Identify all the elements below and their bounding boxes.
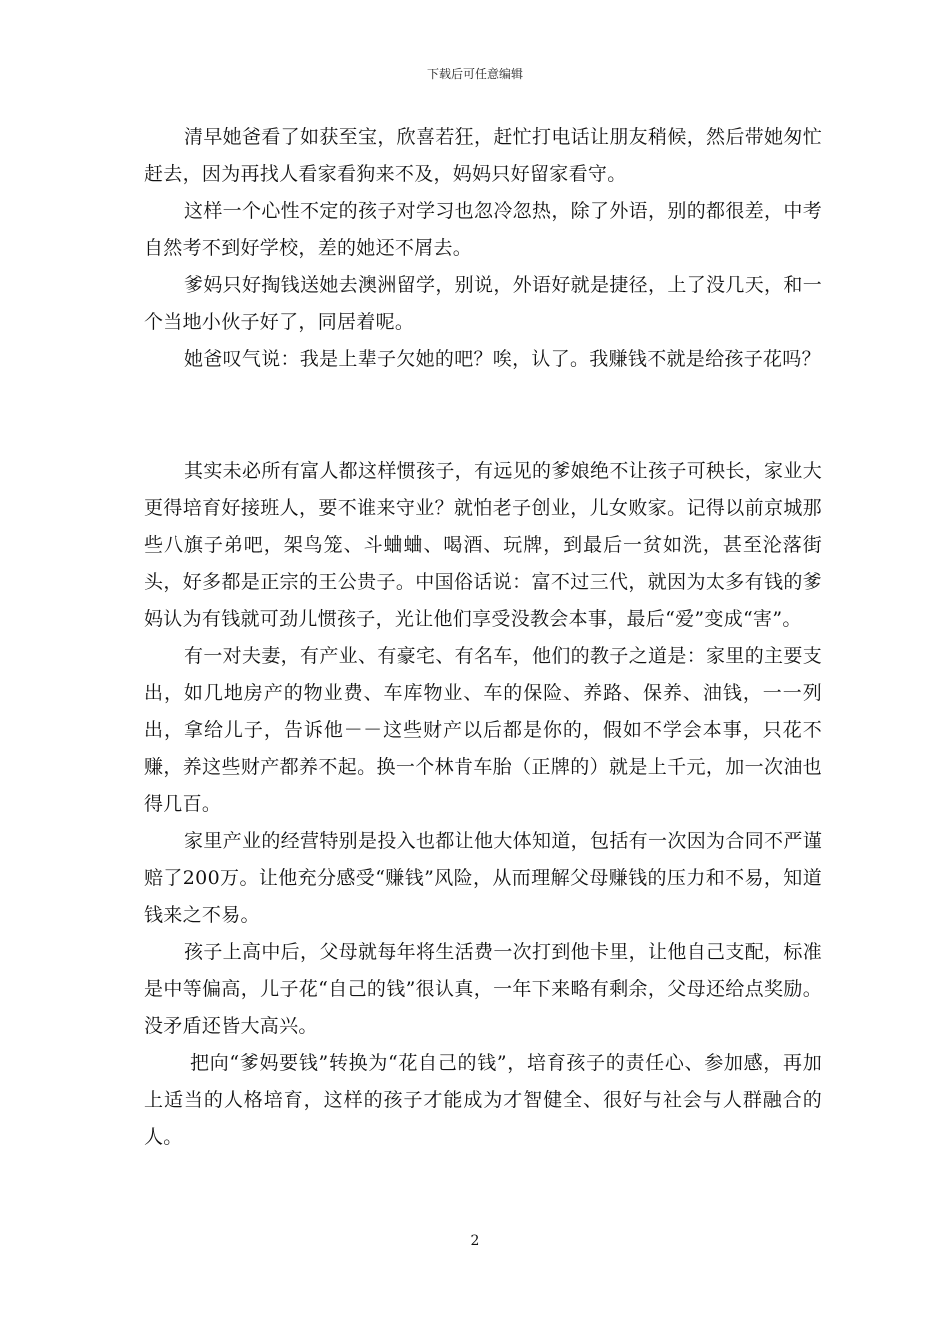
paragraph: 她爸叹气说：我是上辈子欠她的吧？唉，认了。我赚钱不就是给孩子花吗？	[184, 348, 821, 370]
text-block-story	[144, 119, 822, 378]
paragraph: 这样一个心性不定的孩子对学习也忽冷忽热，除了外语，别的都很差，中考自然考不到好学校，差的她还不屑去。	[144, 200, 822, 259]
paragraph: 清早她爸看了如获至宝，欣喜若狂，赶忙打电话让朋友稍候，然后带她匆忙赶去，因为再找人看家看狗来不及，妈妈只好留家看守。	[144, 126, 822, 185]
page-header: 下载后可任意编辑	[426, 67, 523, 81]
paragraph: 其实未必所有富人都这样惯孩子，有远见的爹娘绝不让孩子可秧长，家业大更得培育好接班人，要不谁来守业？就怕老子创业，儿女败家。记得以前京城那些八旗子弟吧，架鸟笼、斗蛐蛐、喝酒、玩牌，到最后一贫如洗，甚至沦落街头，好多都是正宗的王公贵子。中国俗话说：富不过三代，就因为太多有钱的爹妈认为有钱就可劲儿惯孩子，光让他们享受没教会本事，最后“爱”变成“害”。	[144, 460, 822, 630]
text-block-essay	[144, 453, 822, 1156]
paragraph: 爹妈只好掏钱送她去澳洲留学，别说，外语好就是捷径，上了没几天，和一个当地小伙子好了，同居着呢。	[144, 274, 822, 333]
paragraph: 孩子上高中后，父母就每年将生活费一次打到他卡里，让他自己支配，标准是中等偏高，儿子花“自己的钱”很认真，一年下来略有剩余，父母还给点奖励。没矛盾还皆大高兴。	[144, 941, 822, 1037]
paragraph: 把向“爹妈要钱”转换为“花自己的钱”，培育孩子的责任心、参加感，再加上适当的人格培育，这样的孩子才能成为才智健全、很好与社会与人群融合的人。	[144, 1052, 822, 1148]
paragraph: 家里产业的经营特别是投入也都让他大体知道，包括有一次因为合同不严谨赔了200万。让他充分感受“赚钱”风险，从而理解父母赚钱的压力和不易，知道钱来之不易。	[144, 830, 822, 926]
paragraph: 有一对夫妻，有产业、有豪宅、有名车，他们的教子之道是：家里的主要支出，如几地房产的物业费、车库物业、车的保险、养路、保养、油钱，一一列出，拿给儿子，告诉他－－这些财产以后都是你的，假如不学会本事，只花不赚，养这些财产都养不起。换一个林肯车胎（正牌的）就是上千元，加一次油也得几百。	[144, 645, 822, 815]
page-number: 2	[470, 1233, 480, 1249]
